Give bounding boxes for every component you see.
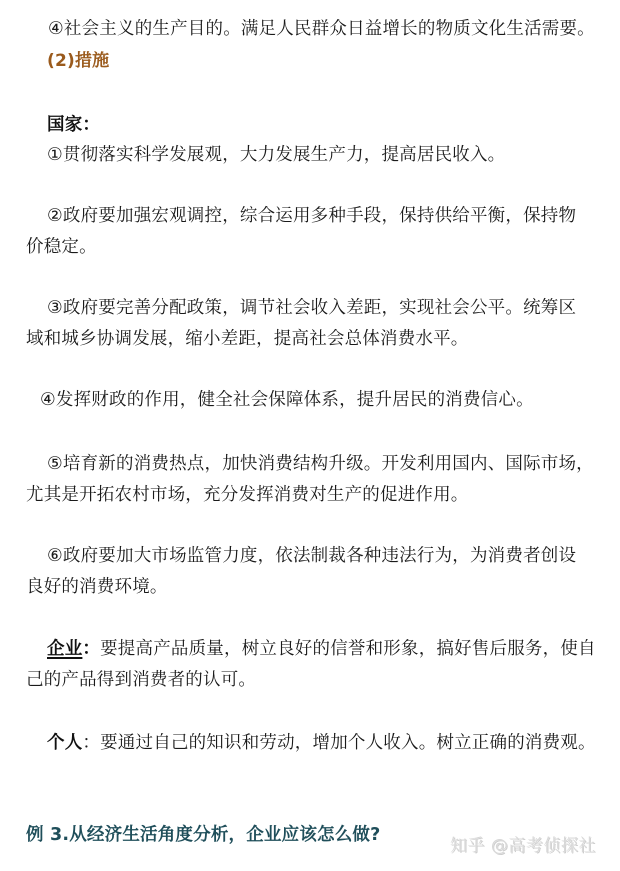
state-item-5-line2: 尤其是开拓农村市场，充分发挥消费对生产的促进作用。: [26, 485, 469, 505]
enterprise-text: 要提高产品质量，树立良好的信誉和形象，搞好售后服务，使自: [100, 639, 596, 659]
individual-text: 要通过自己的知识和劳动，增加个人收入。树立正确的消费观。: [100, 733, 596, 753]
enterprise-label: 企业: [47, 639, 83, 659]
state-item-5-line1: ⑤培育新的消费热点，加快消费结构升级。开发利用国内、国际市场，: [47, 454, 594, 474]
example-question: 例 3.从经济生活角度分析，企业应该怎么做?: [26, 825, 381, 845]
individual-line: [47, 731, 596, 755]
enterprise-line1: [47, 637, 596, 661]
individual-colon: ：: [82, 733, 101, 753]
state-item-1: ①贯彻落实科学发展观，大力发展生产力，提高居民收入。: [47, 145, 506, 165]
state-item-6-line1: ⑥政府要加大市场监管力度，依法制裁各种违法行为，为消费者创设: [47, 546, 577, 566]
zhihu-watermark: 知乎 @高考侦探社: [450, 836, 596, 856]
state-label: 国家：: [47, 115, 101, 135]
state-item-3-line2: 域和城乡协调发展，缩小差距，提高社会总体消费水平。: [26, 329, 469, 349]
state-item-3-line1: ③政府要完善分配政策，调节社会收入差距，实现社会公平。统筹区: [47, 298, 577, 318]
enterprise-line2: 己的产品得到消费者的认可。: [26, 670, 257, 690]
state-item-4: ④发挥财政的作用，健全社会保障体系，提升居民的消费信心。: [40, 390, 534, 410]
state-item-2-line1: ②政府要加强宏观调控，综合运用多种手段，保持供给平衡，保持物: [47, 206, 577, 226]
state-item-6-line2: 良好的消费环境。: [26, 577, 168, 597]
intro-item-4: ④社会主义的生产目的。满足人民群众日益增长的物质文化生活需要。: [48, 19, 595, 39]
enterprise-colon: ：: [82, 639, 101, 659]
individual-label: 个人: [47, 733, 83, 753]
state-item-2-line2: 价稳定。: [26, 237, 97, 257]
section-heading-measures: (2)措施: [47, 51, 110, 71]
